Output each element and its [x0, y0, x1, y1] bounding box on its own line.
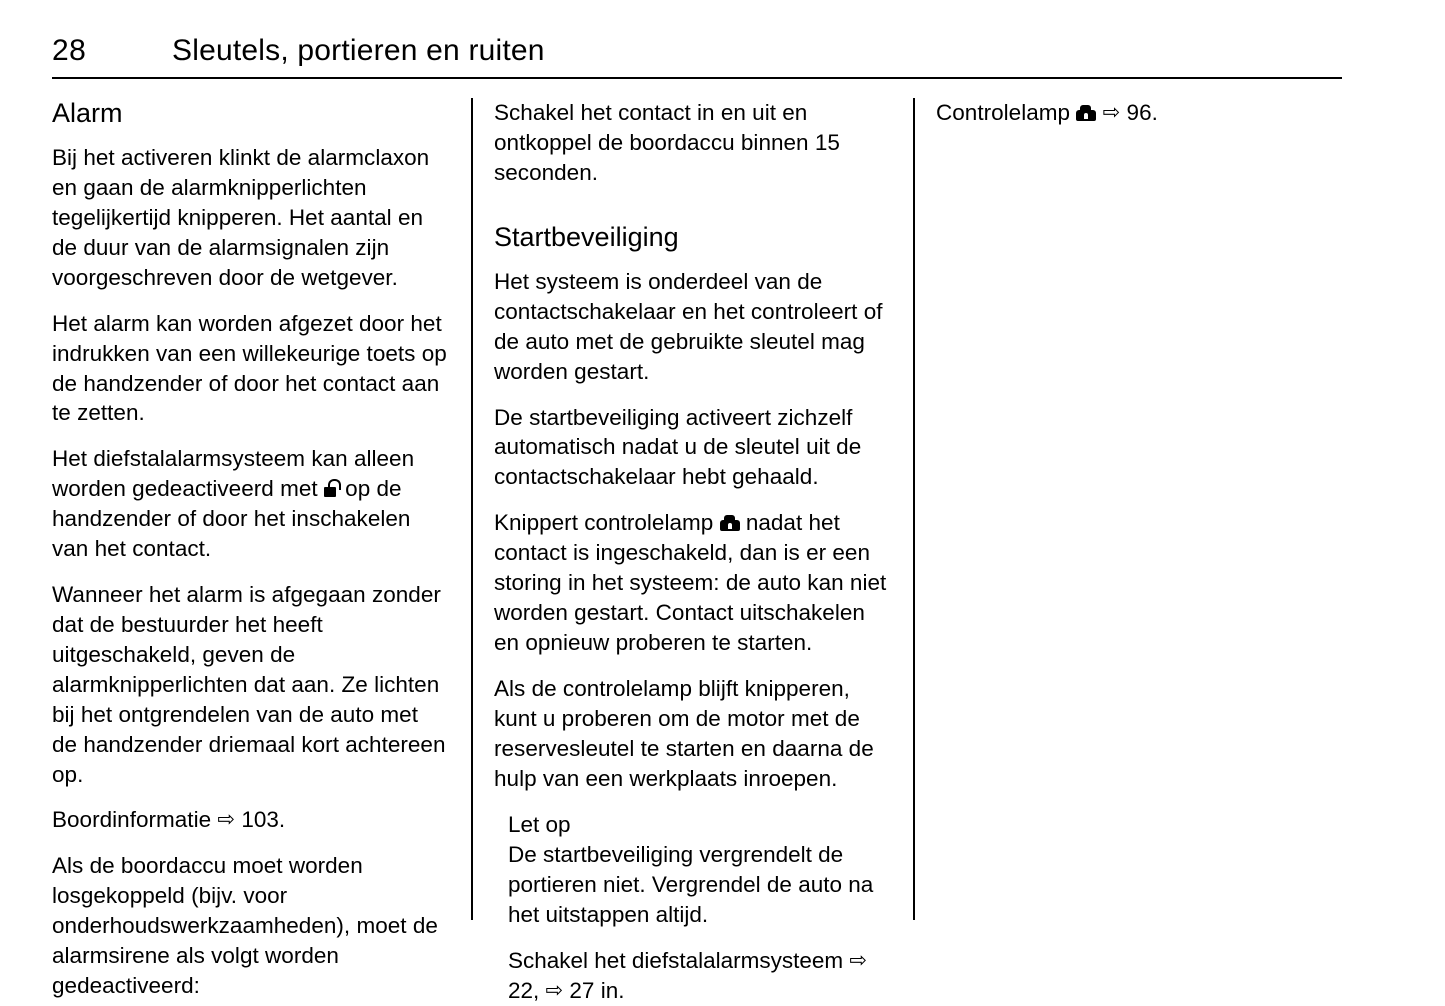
paragraph-battery-disconnect: Als de boordaccu moet worden losgekoppeld (bijv. voor onderhoudswerkzaamheden), moet de alarmsirene als volgt worden gedeactiveerd:	[52, 853, 438, 999]
reference-label: Boordinformatie	[52, 807, 212, 833]
column-one	[52, 98, 447, 999]
text-after-immobiliser-icon: nadat het contact is ingeschakeld, dan is er een storing in het systeem: de auto kan niet worden gestart. Contact uitschakelen en opnieuw proberen te starten.	[494, 510, 887, 655]
heading-alarm: Alarm	[52, 98, 123, 128]
text-before-immobiliser-icon: Knippert controlelamp	[494, 510, 720, 536]
column-three	[936, 98, 1336, 920]
column-divider-1	[471, 98, 473, 920]
heading-startbeveiliging: Startbeveiliging	[494, 221, 679, 252]
page-header	[52, 34, 1342, 68]
note-reference-page-1: 22,	[508, 978, 540, 1004]
immobiliser-warning-icon	[720, 515, 740, 532]
reference-boordinformatie	[52, 805, 447, 835]
columns-container	[52, 98, 1342, 1004]
reference-label: Controlelamp	[936, 100, 1071, 125]
note-reference-text: Schakel het diefstalalarmsysteem	[508, 948, 850, 974]
note-reference-page-2: 27 in.	[569, 978, 625, 1004]
paragraph-alarm-triggered: Wanneer het alarm is afgegaan zonder dat de bestuurder het heeft uitgeschakeld, geven de alarmknipperlichten dat aan. Ze lichten bij het ontgrendelen van de auto met de handzender driemaal kort achtereen op.	[52, 582, 446, 787]
immobiliser-warning-icon	[1076, 105, 1096, 122]
paragraph-ignition-steps: Schakel het contact in en uit en ontkoppel de boordaccu binnen 15 seconden.	[494, 100, 840, 185]
unlock-icon	[324, 479, 339, 498]
paragraph-lamp-keeps-blinking: Als de controlelamp blijft knipperen, kunt u proberen om de motor met de reservesleutel te starten en daarna de hulp van een werkplaats inroepen.	[494, 675, 874, 791]
reference-arrow-icon-2: ⇨	[545, 979, 564, 1003]
chapter-title: Sleutels, portieren en ruiten	[172, 34, 545, 67]
paragraph-system-part-of-ignition: Het systeem is onderdeel van de contactschakelaar en het controleert of de auto met de gebruikte sleutel mag worden gestart.	[494, 268, 883, 384]
paragraph-alarm-off: Het alarm kan worden afgezet door het indrukken van een willekeurige toets op de handzender of door het contact aan te zetten.	[52, 310, 447, 426]
header-divider	[52, 77, 1342, 79]
page-number: 28	[52, 34, 87, 67]
reference-arrow-icon: ⇨	[1102, 101, 1121, 124]
note-title: Let op	[508, 811, 571, 837]
paragraph-deactivate-with-unlock	[52, 444, 447, 564]
column-two	[494, 98, 889, 1004]
reference-arrow-icon: ⇨	[217, 808, 236, 832]
note-body: De startbeveiliging vergrendelt de portieren niet. Vergrendel de auto na het uitstappen altijd.	[508, 842, 874, 928]
paragraph-auto-activation: De startbeveiliging activeert zichzelf automatisch nadat u de sleutel uit de contactschakelaar hebt gehaald.	[494, 404, 862, 490]
note-block	[494, 810, 889, 1006]
paragraph-blinking-warning-lamp	[494, 508, 889, 658]
text-before-unlock-icon: Het diefstalalarmsysteem kan alleen worden gedeactiveerd met	[52, 446, 415, 502]
reference-controlelamp	[936, 98, 1336, 128]
reference-page: 103.	[241, 807, 286, 833]
reference-arrow-icon-1: ⇨	[849, 949, 868, 973]
note-reference	[508, 946, 889, 1006]
text-after-unlock-icon: op de handzender of door het inschakelen van het contact.	[52, 476, 411, 562]
column-divider-2	[913, 98, 915, 920]
reference-page: 96.	[1126, 100, 1158, 125]
paragraph-alarm-activation: Bij het activeren klinkt de alarmclaxon en gaan de alarmknipperlichten tegelijkertijd knipperen. Het aantal en de duur van de alarmsignalen zijn voorgeschreven door de wetgever.	[52, 145, 430, 290]
